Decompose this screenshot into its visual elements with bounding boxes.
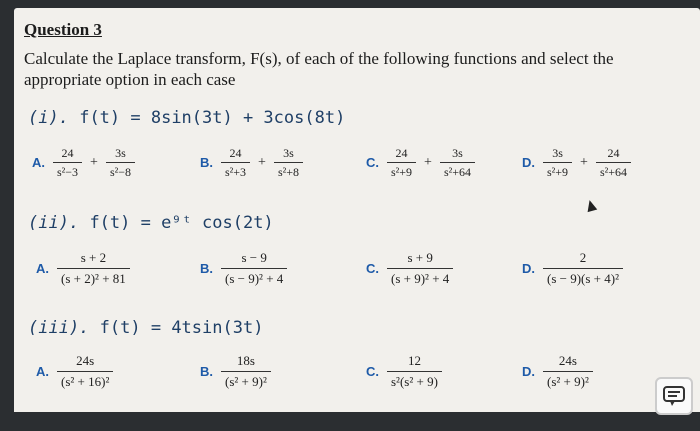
chat-bubble-icon: [662, 385, 686, 407]
part-iii-option-c[interactable]: [366, 353, 442, 390]
numerator: 12: [407, 353, 421, 368]
question-title: Question 3: [24, 20, 102, 39]
part-iii-label: (iii).: [28, 318, 90, 338]
part-i-label: (i).: [28, 108, 69, 128]
fraction: [387, 250, 453, 287]
option-letter: D.: [522, 155, 535, 170]
denominator: s²−3: [53, 162, 82, 179]
mouse-cursor-icon: [585, 199, 598, 212]
numerator: 24s: [558, 353, 577, 368]
option-letter: B.: [200, 364, 213, 379]
part-ii-option-b[interactable]: [200, 250, 287, 287]
denominator: (s − 9)² + 4: [221, 268, 287, 287]
option-letter: B.: [200, 261, 213, 276]
denominator: s²+8: [274, 162, 303, 179]
denominator: (s + 9)² + 4: [387, 268, 453, 287]
fraction: [543, 146, 572, 179]
option-letter: C.: [366, 364, 379, 379]
part-i-option-c[interactable]: [366, 146, 475, 179]
fraction: [440, 146, 475, 179]
numerator: 24: [229, 146, 242, 160]
numerator: 18s: [236, 353, 255, 368]
part-ii-function: [28, 213, 274, 233]
part-iii-function: [28, 318, 263, 338]
option-letter: B.: [200, 155, 213, 170]
numerator: 3s: [115, 146, 126, 160]
part-iii-expression: f(t) = 4tsin(3t): [99, 318, 264, 338]
option-letter: A.: [36, 364, 49, 379]
option-letter: C.: [366, 261, 379, 276]
denominator: s²+64: [440, 162, 475, 179]
denominator: (s² + 9)²: [543, 371, 593, 390]
numerator: s + 2: [80, 250, 107, 265]
fraction: [596, 146, 631, 179]
fraction: [221, 353, 271, 390]
fraction: [387, 146, 416, 179]
numerator: 2: [579, 250, 587, 265]
numerator: 3s: [552, 146, 563, 160]
fraction: [57, 353, 113, 390]
fraction: [57, 250, 130, 287]
fraction: [221, 146, 250, 179]
plus-sign: +: [424, 154, 432, 170]
numerator: s + 9: [407, 250, 433, 265]
part-iii-option-a[interactable]: [36, 353, 113, 390]
denominator: s²−8: [106, 162, 135, 179]
denominator: s²+9: [387, 162, 416, 179]
part-ii-option-d[interactable]: [522, 250, 623, 287]
option-letter: C.: [366, 155, 379, 170]
question-instruction: Calculate the Laplace transform, F(s), of each of the following functions and select the appropriate option in each case: [24, 49, 614, 89]
plus-sign: +: [580, 154, 588, 170]
denominator: s²+64: [596, 162, 631, 179]
denominator: s²(s² + 9): [387, 371, 442, 390]
part-i-function: [28, 108, 345, 128]
numerator: 24: [395, 146, 408, 160]
fraction: [387, 353, 442, 390]
part-iii-option-d[interactable]: [522, 353, 593, 390]
part-iii-option-b[interactable]: [200, 353, 271, 390]
caption-chat-icon[interactable]: [655, 377, 693, 415]
part-ii-label: (ii).: [28, 213, 80, 233]
fraction: [543, 250, 623, 287]
numerator: 24: [607, 146, 620, 160]
part-ii-expression: f(t) = e⁹ᵗ cos(2t): [89, 213, 274, 233]
option-letter: A.: [32, 155, 45, 170]
denominator: (s − 9)(s + 4)²: [543, 268, 623, 287]
part-i-expression: f(t) = 8sin(3t) + 3cos(8t): [79, 108, 346, 128]
plus-sign: +: [90, 154, 98, 170]
option-letter: A.: [36, 261, 49, 276]
part-ii-option-a[interactable]: [36, 250, 130, 287]
fraction: [274, 146, 303, 179]
numerator: 24: [61, 146, 74, 160]
part-i-option-d[interactable]: [522, 146, 631, 179]
denominator: (s² + 16)²: [57, 371, 113, 390]
denominator: (s + 2)² + 81: [57, 268, 130, 287]
numerator: 3s: [283, 146, 294, 160]
fraction: [106, 146, 135, 179]
numerator: 3s: [452, 146, 463, 160]
option-letter: D.: [522, 261, 535, 276]
part-i-option-b[interactable]: [200, 146, 303, 179]
denominator: s²+9: [543, 162, 572, 179]
plus-sign: +: [258, 154, 266, 170]
denominator: s²+3: [221, 162, 250, 179]
question-card: [14, 8, 700, 424]
fraction: [221, 250, 287, 287]
option-letter: D.: [522, 364, 535, 379]
denominator: (s² + 9)²: [221, 371, 271, 390]
numerator: 24s: [76, 353, 95, 368]
fraction: [543, 353, 593, 390]
fraction: [53, 146, 82, 179]
numerator: s − 9: [241, 250, 267, 265]
part-ii-option-c[interactable]: [366, 250, 453, 287]
bottom-bezel: [0, 412, 700, 431]
part-i-option-a[interactable]: [32, 146, 135, 179]
